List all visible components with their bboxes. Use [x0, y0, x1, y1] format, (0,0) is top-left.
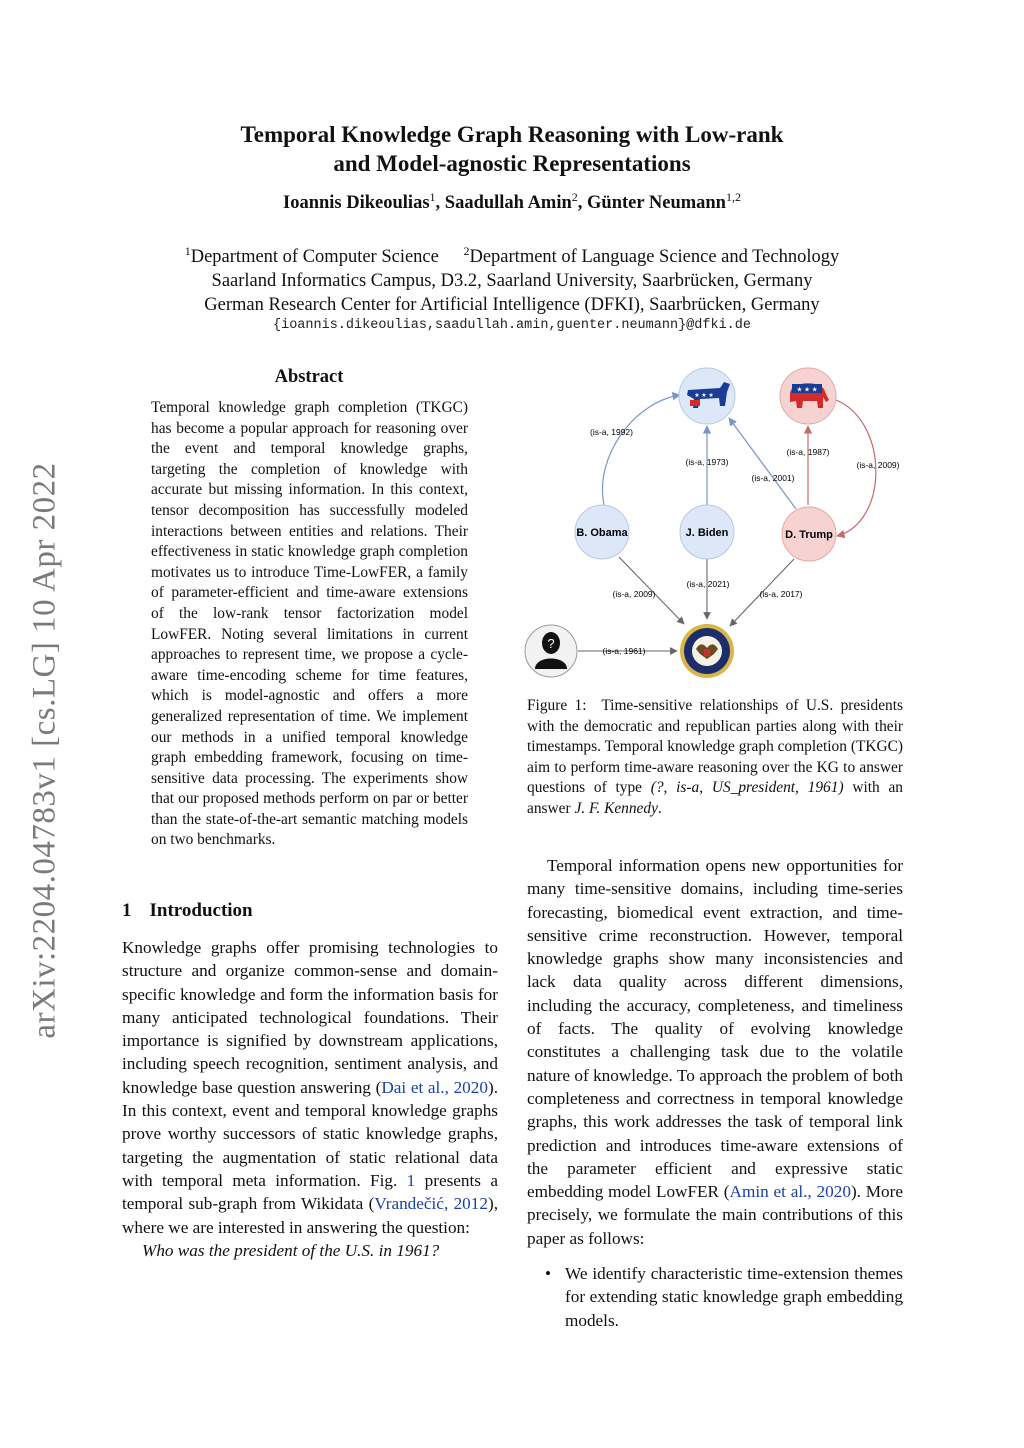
affiliation-line-2: Saarland Informatics Campus, D3.2, Saarland University, Saarbrücken, Germany [211, 271, 813, 292]
intro-question: Who was the president of the U.S. in 1961? [142, 1240, 440, 1260]
intro-paragraph [122, 936, 498, 1239]
edge-label: (is-a, 2009) [612, 589, 656, 599]
paper-title [150, 120, 874, 178]
title-line-1: Temporal Knowledge Graph Reasoning with Low-rank [240, 122, 784, 147]
caption-answer: J. F. Kennedy [574, 799, 658, 817]
citation-link[interactable]: Vrandečić, 2012 [374, 1194, 488, 1214]
body-paragraph [527, 854, 903, 1250]
author-emails: {ioannis.dikeoulias,saadullah.amin,guenter.neumann}@dfki.de [273, 318, 751, 333]
bullet-symbol: • [545, 1264, 552, 1283]
section-heading-introduction [122, 900, 253, 922]
title-line-2: and Model-agnostic Representations [333, 151, 691, 176]
node-biden [680, 505, 734, 559]
svg-text:★ ★ ★: ★ ★ ★ [796, 386, 818, 394]
author-name: Saadullah Amin [444, 193, 572, 214]
node-label: J. Biden [685, 527, 729, 539]
intro-body [122, 936, 498, 1262]
affiliation-line-1 [120, 239, 904, 269]
section-title: Introduction [149, 900, 253, 921]
text-run: Temporal information opens new opportunities for many time-sensitive domains, including time-series forecasting, biomedical event extraction, and time-sensitive crime reconstruction. However, temporal knowledge graphs show many inconsistencies and lack data quality across different dimensions, including the accuracy, completeness, and timeliness of facts. The quality of evolving knowledge constitutes a challenging task due to the volatile nature of knowledge. To approach the problem of both completeness and correctness in temporal knowledge graphs, this work addresses the task of temporal link prediction and introduces time-aware extensions of the parameter efficient and expressive static embedding model LowFER ( [527, 856, 903, 1202]
author-sup: 1 [429, 190, 436, 204]
edge-label: (is-a, 1973) [685, 457, 729, 467]
section-number: 1 [122, 900, 132, 921]
author-name: Günter Neumann [587, 193, 726, 214]
svg-text:★ ★ ★: ★ ★ ★ [694, 393, 714, 399]
edge-label: (is-a, 1961) [602, 646, 646, 656]
edge-label: (is-a, 1992) [590, 427, 633, 437]
caption-query: (?, is-a, US_president, 1961) [650, 779, 844, 797]
affiliation-cs: Department of Computer Science [190, 247, 439, 268]
edge-label: (is-a, 2009) [856, 460, 900, 470]
text-run: ). In this context, event and temporal knowledge graphs prove worthy successors of static knowledge graphs, targeting the augmentation of static relational data with temporal meta information. Fig. [122, 1077, 498, 1190]
text-run: ), where we are interested in answering the question: [122, 1194, 498, 1237]
figure-1-caption [527, 696, 903, 820]
text-run: Knowledge graphs offer promising technologies to structure and organize common-sense and domain-specific knowledge and form the information basis for many anticipated technological foundations. Their importance is signified by downstream applications, including speech recognition, sentiment analysis, and knowledge base question answering ( [122, 938, 498, 1097]
edge-label: (is-a, 2001) [751, 473, 795, 483]
edge-label: (is-a, 1987) [786, 447, 830, 457]
text-run: Time-sensitive relationships of U.S. presidents with the democratic and republican parties along with their timestamps. Temporal knowledge graph completion (TKGC) aim to perform time-aware reasoning over the KG to answer questions of type [527, 697, 903, 797]
citation-link[interactable]: Amin et al., 2020 [729, 1182, 851, 1202]
caption-label: Figure 1: [527, 697, 587, 714]
abstract-heading: Abstract [274, 367, 344, 387]
affiliation-lst: Department of Language Science and Technology [469, 247, 840, 268]
republican-party-node [780, 368, 836, 424]
presidential-seal-icon [680, 624, 734, 678]
figure-1-graph [524, 362, 910, 682]
edge-label: (is-a, 2017) [759, 589, 803, 599]
author-sup: 2 [571, 190, 578, 204]
unknown-person-node [525, 625, 577, 677]
democratic-party-node [679, 368, 735, 424]
author-name: Ioannis Dikeoulias [283, 193, 430, 214]
edge-trump-democrats [729, 418, 796, 509]
text-run: presents a temporal sub-graph from Wikidata ( [122, 1170, 498, 1214]
right-column-body [527, 854, 903, 1250]
unknown-symbol: ? [547, 636, 555, 651]
affiliations [120, 239, 904, 317]
affiliation-line-3: German Research Center for Artificial Intelligence (DFKI), Saarbrücken, Germany [204, 295, 820, 316]
citation-link[interactable]: Dai et al., 2020 [381, 1077, 488, 1097]
bullet-text: We identify characteristic time-extension themes for extending static knowledge graph embedding models. [565, 1264, 903, 1330]
text-run: . [657, 799, 662, 817]
abstract-text: Temporal knowledge graph completion (TKGC) has become a popular approach for reasoning over the event and temporal knowledge graphs, targeting the completion of knowledge with accurate but missing information. In this context, tensor decomposition has successfully modeled interactions between entities and relations. Their effectiveness in static knowledge graph completion motivates us to introduce Time-LowFER, a family of parameter-efficient and time-aware extensions of the low-rank tensor factorization model LowFER. Noting several limitations in current approaches to represent time, we propose a cycle-aware time-encoding scheme for time features, which is model-agnostic and offers a more generalized representation of time. We implement our methods in a unified temporal knowledge graph embedding framework, focusing on time-sensitive data processing. The experiments show that our proposed methods perform on par or better than the state-of-the-art semantic matching models on two benchmarks. [151, 399, 468, 849]
node-label: D. Trump [785, 529, 833, 541]
node-trump [782, 507, 836, 561]
contribution-bullet [545, 1262, 903, 1332]
arxiv-stamp [10, 440, 80, 1060]
node-label: B. Obama [576, 527, 628, 539]
text-run: ). More precisely, we formulate the main contributions of this paper as follows: [527, 1182, 904, 1248]
edge-obama-democrats [602, 395, 680, 505]
author-sup: 1,2 [725, 190, 741, 204]
node-obama [575, 505, 629, 559]
arxiv-stamp-text: arXiv:2204.04783v1 [cs.LG] 10 Apr 2022 [26, 461, 63, 1039]
affil-sup: 1 [184, 244, 191, 258]
figure-ref-link[interactable]: 1 [406, 1170, 416, 1190]
text-run: with an answer [527, 779, 903, 817]
affil-sup: 2 [463, 244, 470, 258]
edge-label: (is-a, 2021) [686, 579, 730, 589]
author-list: Ioannis Dikeoulias$^1$, Saadullah Amin$^2$, Günter Neumann$^{1,2}$ [283, 190, 741, 214]
